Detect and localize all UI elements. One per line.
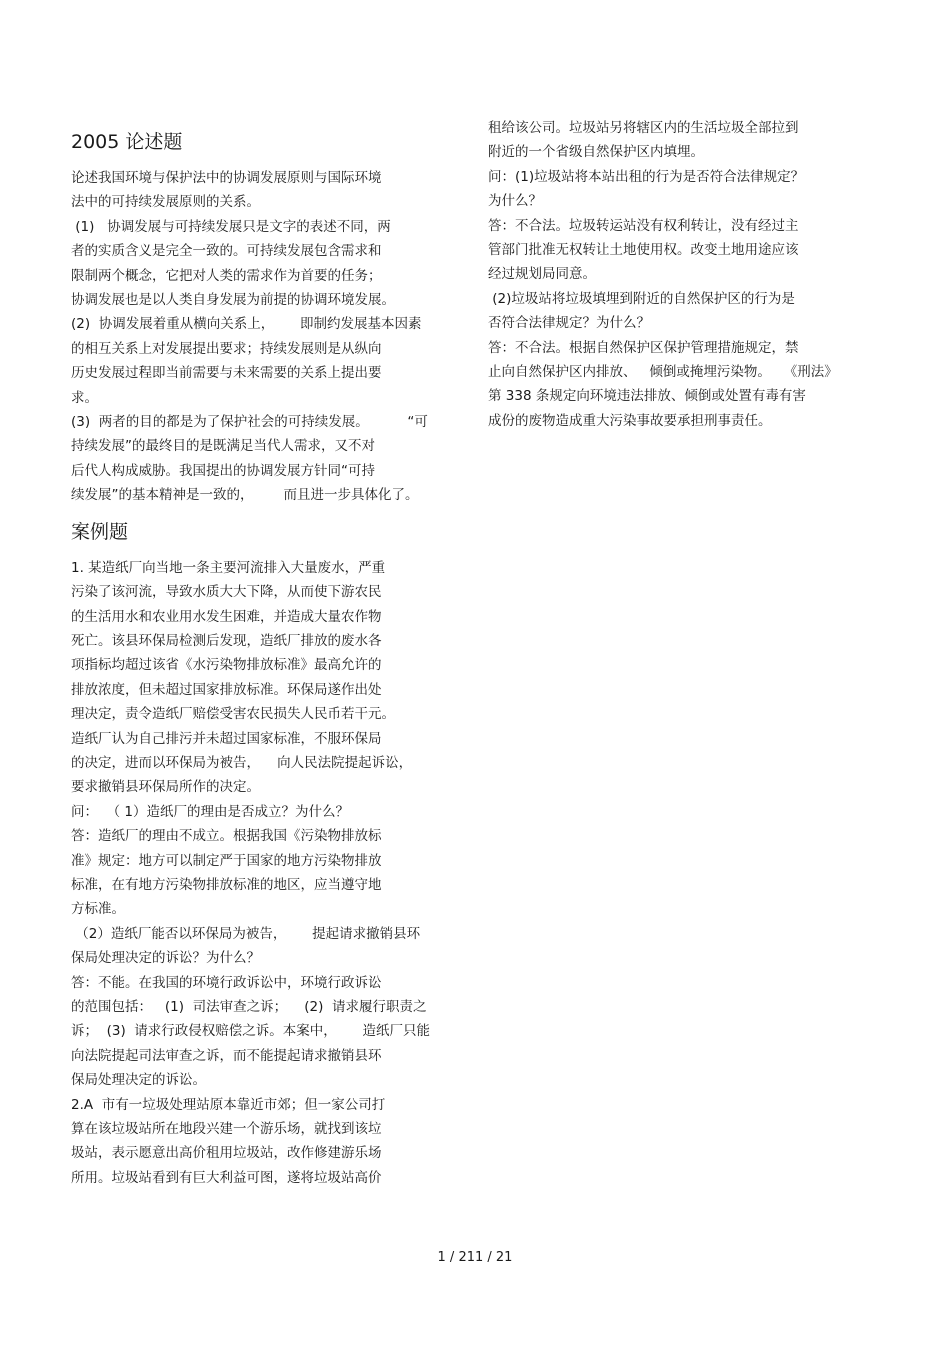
text-line: 方标准。 (71, 901, 125, 918)
text-line: 的生活用水和农业用水发生困难，并造成大量农作物 (71, 608, 382, 625)
text-line: 项指标均超过该省《水污染物排放标准》最高允许的 (71, 657, 382, 674)
text-line: 的范围包括： (1) 司法审查之诉； (2) 请求履行职责之 (71, 999, 427, 1015)
text-line: 者的实质含义是完全一致的。可持续发展包含需求和 (71, 243, 382, 260)
text-line: (1) 协调发展与可持续发展只是文字的表述不同，两 (71, 218, 391, 235)
text-line: 向法院提起司法审查之诉，而不能提起请求撤销县环 (71, 1047, 382, 1064)
text-line: 问： （ 1）造纸厂的理由是否成立？为什么？ (71, 803, 349, 820)
text-line: 持续发展”的最终目的是既满足当代人需求，又不对 (71, 438, 375, 455)
text-line: （2）造纸厂能否以环保局为被告， 提起请求撤销县环 (71, 925, 421, 942)
text-line: 成份的废物造成重大污染事故要承担刑事责任。 (488, 412, 772, 429)
text-line: 答：造纸厂的理由不成立。根据我国《污染物排放标 (71, 828, 382, 845)
text-line: 所用。垃圾站看到有巨大利益可图，遂将垃圾站高价 (71, 1169, 382, 1186)
case-continuation (488, 116, 878, 433)
text-line: 续发展”的基本精神是一致的， 而且进一步具体化了。 (71, 487, 419, 504)
text-line: 租给该公司。垃圾站另将辖区内的生活垃圾全部拉到 (488, 120, 799, 136)
text-line: 否符合法律规定？为什么？ (488, 315, 650, 332)
text-line: (2)垃圾站将垃圾填埋到附近的自然保护区的行为是 (488, 290, 795, 307)
heading-essay: 2005 论述题 (71, 131, 183, 153)
text-line: 排放浓度，但未超过国家排放标准。环保局遂作出处 (71, 681, 382, 698)
text-line: 管部门批准无权转让土地使用权。改变土地用途应该 (488, 242, 799, 259)
text-line: 问：(1)垃圾站将本站出租的行为是否符合法律规定？ (488, 168, 805, 185)
text-line: 第 338 条规定向环境违法排放、倾倒或处置有毒有害 (488, 388, 806, 405)
text-line: 圾站，表示愿意出高价租用垃圾站，改作修建游乐场 (71, 1145, 382, 1162)
text-line: 法中的可持续发展原则的关系。 (71, 194, 260, 211)
text-line: 经过规划局同意。 (488, 266, 596, 283)
text-line: 造纸厂认为自己排污并未超过国家标准，不服环保局 (71, 730, 382, 747)
essay-section (71, 166, 461, 508)
heading-cases: 案例题 (71, 520, 129, 543)
text-line: 保局处理决定的诉讼。 (71, 1072, 206, 1089)
text-line: 污染了该河流，导致水质大大下降，从而使下游农民 (71, 584, 382, 601)
text-line: 理决定，责令造纸厂赔偿受害农民损失人民币若干元。 (71, 706, 395, 723)
text-line: 附近的一个省级自然保护区内填埋。 (488, 144, 704, 161)
text-line: 论述我国环境与保护法中的协调发展原则与国际环境 (71, 170, 382, 186)
text-line: (2) 协调发展着重从横向关系上， 即制约发展基本因素 (71, 316, 422, 333)
text-line: 死亡。该县环保局检测后发现，造纸厂排放的废水各 (71, 632, 382, 649)
text-line: 的决定，进而以环保局为被告， 向人民法院提起诉讼， (71, 754, 413, 771)
text-line: 标准，在有地方污染物排放标准的地区，应当遵守地 (71, 876, 382, 893)
text-line: 为什么？ (488, 193, 542, 210)
text-line: 1. 某造纸厂向当地一条主要河流排入大量废水，严重 (71, 559, 386, 576)
right-column (488, 116, 878, 433)
text-line: 后代人构成威胁。我国提出的协调发展方针同“可持 (71, 462, 375, 479)
text-line: 诉； (3) 请求行政侵权赔偿之诉。本案中， 造纸厂只能 (71, 1023, 431, 1040)
page-number: 1 / 211 / 21 (437, 1250, 513, 1265)
text-line: 答：不能。在我国的环境行政诉讼中，环境行政诉讼 (71, 974, 382, 991)
text-line: 准》规定：地方可以制定严于国家的地方污染物排放 (71, 852, 382, 869)
text-line: 2.A 市有一垃圾处理站原本靠近市郊；但一家公司打 (71, 1096, 386, 1113)
text-line: 的相互关系上对发展提出要求；持续发展则是从纵向 (71, 340, 382, 357)
text-line: 答：不合法。根据自然保护区保护管理措施规定，禁 (488, 339, 799, 356)
text-line: 要求撤销县环保局所作的决定。 (71, 779, 260, 796)
text-line: 止向自然保护区内排放、 倾倒或掩埋污染物。 《刑法》 (488, 364, 838, 381)
case-section (71, 556, 461, 1191)
text-line: 答：不合法。垃圾转运站没有权利转让，没有经过主 (488, 217, 799, 234)
text-line: 协调发展也是以人类自身发展为前提的协调环境发展。 (71, 292, 395, 309)
text-line: 求。 (71, 389, 98, 406)
text-line: 限制两个概念，它把对人类的需求作为首要的任务； (71, 267, 382, 284)
text-line: 算在该垃圾站所在地段兴建一个游乐场，就找到该垃 (71, 1121, 382, 1138)
text-line: (3) 两者的目的都是为了保护社会的可持续发展。 “可 (71, 414, 428, 431)
left-column (71, 128, 461, 1190)
text-line: 保局处理决定的诉讼？为什么？ (71, 950, 260, 967)
text-line: 历史发展过程即当前需要与未来需要的关系上提出要 (71, 365, 382, 382)
